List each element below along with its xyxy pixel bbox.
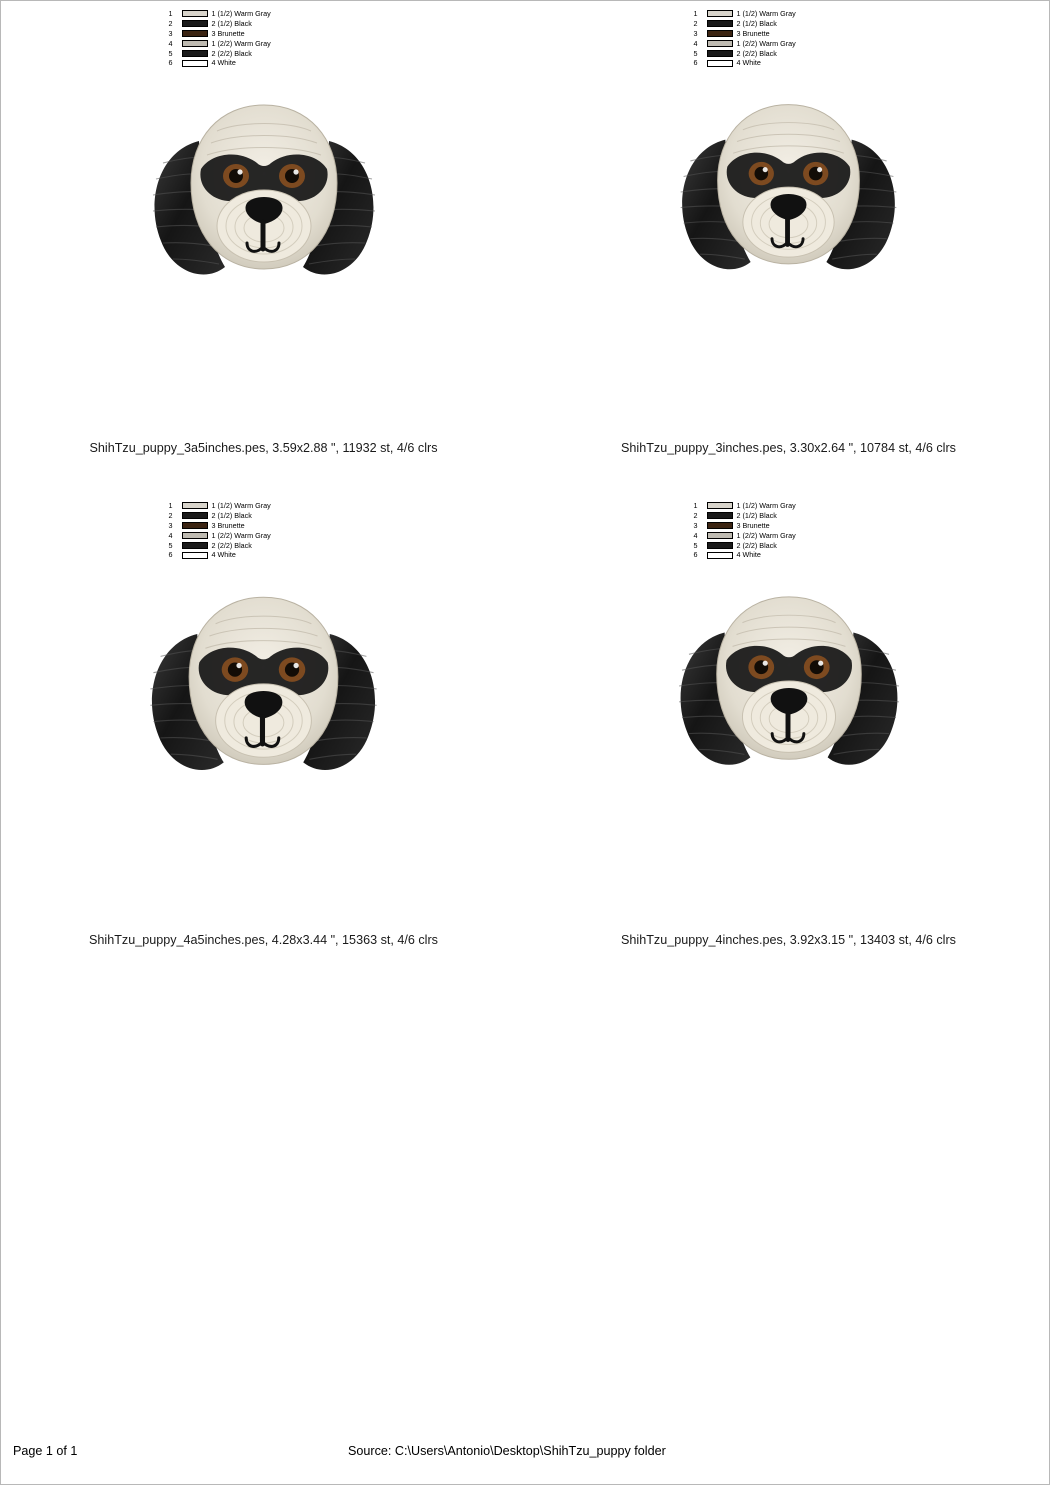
legend-row <box>169 550 359 560</box>
legend-label: 3 Brunette <box>211 520 245 530</box>
legend-index: 3 <box>168 28 173 38</box>
color-swatch <box>182 522 208 529</box>
legend-index: 1 <box>168 9 173 18</box>
legend-index: 2 <box>168 510 173 520</box>
legend-index: 5 <box>168 48 173 58</box>
design-cell[interactable] <box>1 493 526 993</box>
design-caption: ShihTzu_puppy_3a5inches.pes, 3.59x2.88 ", 11932 st, 4/6 clrs <box>89 441 438 455</box>
legend-index: 1 <box>693 9 698 18</box>
legend-label: 2 (1/2) Black <box>211 510 252 520</box>
legend-row <box>169 49 359 59</box>
color-swatch <box>707 502 733 509</box>
color-swatch <box>182 30 208 37</box>
legend-index: 3 <box>693 28 698 38</box>
color-swatch <box>182 20 208 27</box>
color-swatch <box>182 10 208 17</box>
legend-label: 1 (2/2) Warm Gray <box>736 38 796 48</box>
page-footer <box>1 1444 1049 1462</box>
legend-index: 4 <box>693 530 698 540</box>
legend-label: 3 Brunette <box>736 520 770 530</box>
legend-label: 2 (1/2) Black <box>211 18 252 28</box>
color-swatch <box>707 522 733 529</box>
color-legend <box>169 501 359 560</box>
legend-index: 5 <box>693 48 698 58</box>
legend-row <box>169 29 359 39</box>
color-swatch <box>182 40 208 47</box>
legend-index: 2 <box>693 510 698 520</box>
design-preview[interactable] <box>1 583 526 913</box>
color-swatch <box>707 30 733 37</box>
legend-index: 6 <box>168 58 173 68</box>
page-number: Page 1 of 1 <box>13 1444 78 1458</box>
legend-row <box>169 521 359 531</box>
design-caption: ShihTzu_puppy_4inches.pes, 3.92x3.15 ", 13403 st, 4/6 clrs <box>621 933 956 947</box>
legend-label: 1 (2/2) Warm Gray <box>211 38 271 48</box>
legend-label: 2 (1/2) Black <box>736 510 777 520</box>
source-path: Source: C:\Users\Antonio\Desktop\ShihTzu_puppy folder <box>348 1444 666 1458</box>
color-swatch <box>707 10 733 17</box>
color-legend <box>169 9 359 68</box>
legend-label: 1 (1/2) Warm Gray <box>736 9 796 18</box>
legend-row <box>694 521 884 531</box>
legend-row <box>694 541 884 551</box>
color-swatch <box>707 532 733 539</box>
legend-row <box>169 9 359 19</box>
design-preview[interactable] <box>526 91 1050 421</box>
color-swatch <box>182 50 208 57</box>
legend-row <box>694 29 884 39</box>
legend-index: 5 <box>693 540 698 550</box>
color-swatch <box>182 542 208 549</box>
legend-row <box>169 58 359 68</box>
shihtzu-puppy-embroidery-icon <box>136 583 391 797</box>
shihtzu-puppy-embroidery-icon <box>665 583 913 791</box>
legend-index: 4 <box>168 530 173 540</box>
legend-label: 4 White <box>211 550 236 560</box>
color-swatch <box>707 40 733 47</box>
shihtzu-puppy-embroidery-icon <box>139 91 389 301</box>
color-swatch <box>707 552 733 559</box>
legend-row <box>694 501 884 511</box>
color-swatch <box>182 512 208 519</box>
design-caption: ShihTzu_puppy_3inches.pes, 3.30x2.64 ", 10784 st, 4/6 clrs <box>621 441 956 455</box>
shihtzu-puppy-embroidery-icon <box>667 91 910 295</box>
legend-index: 2 <box>693 18 698 28</box>
legend-label: 4 White <box>736 550 761 560</box>
legend-label: 1 (1/2) Warm Gray <box>736 501 796 510</box>
design-cell[interactable] <box>1 1 526 501</box>
legend-label: 2 (2/2) Black <box>211 540 252 550</box>
legend-index: 5 <box>168 540 173 550</box>
legend-label: 4 White <box>211 58 236 68</box>
legend-label: 3 Brunette <box>736 28 770 38</box>
legend-label: 3 Brunette <box>211 28 245 38</box>
legend-index: 6 <box>693 550 698 560</box>
legend-index: 6 <box>693 58 698 68</box>
color-swatch <box>182 552 208 559</box>
color-swatch <box>707 60 733 67</box>
design-grid <box>1 1 1050 1001</box>
legend-index: 1 <box>693 501 698 510</box>
design-cell[interactable] <box>526 493 1050 993</box>
legend-label: 4 White <box>736 58 761 68</box>
legend-index: 3 <box>168 520 173 530</box>
legend-index: 2 <box>168 18 173 28</box>
legend-row <box>169 501 359 511</box>
color-swatch <box>182 532 208 539</box>
legend-index: 1 <box>168 501 173 510</box>
legend-row <box>694 511 884 521</box>
color-swatch <box>707 542 733 549</box>
legend-row <box>694 19 884 29</box>
legend-row <box>169 531 359 541</box>
color-swatch <box>182 502 208 509</box>
legend-index: 4 <box>168 38 173 48</box>
legend-row <box>694 550 884 560</box>
color-swatch <box>182 60 208 67</box>
legend-label: 2 (2/2) Black <box>736 48 777 58</box>
legend-row <box>694 49 884 59</box>
legend-row <box>694 531 884 541</box>
legend-row <box>694 39 884 49</box>
design-preview[interactable] <box>526 583 1050 913</box>
legend-row <box>694 9 884 19</box>
color-swatch <box>707 50 733 57</box>
color-legend <box>694 9 884 68</box>
design-preview[interactable] <box>1 91 526 421</box>
legend-label: 1 (1/2) Warm Gray <box>211 501 271 510</box>
legend-index: 4 <box>693 38 698 48</box>
legend-label: 2 (1/2) Black <box>736 18 777 28</box>
legend-label: 1 (2/2) Warm Gray <box>211 530 271 540</box>
legend-row <box>169 541 359 551</box>
color-swatch <box>707 512 733 519</box>
legend-index: 6 <box>168 550 173 560</box>
legend-row <box>169 511 359 521</box>
design-caption: ShihTzu_puppy_4a5inches.pes, 4.28x3.44 ", 15363 st, 4/6 clrs <box>89 933 438 947</box>
design-cell[interactable] <box>526 1 1050 501</box>
legend-row <box>169 39 359 49</box>
legend-label: 2 (2/2) Black <box>211 48 252 58</box>
legend-row <box>169 19 359 29</box>
legend-label: 1 (1/2) Warm Gray <box>211 9 271 18</box>
color-swatch <box>707 20 733 27</box>
legend-label: 2 (2/2) Black <box>736 540 777 550</box>
legend-index: 3 <box>693 520 698 530</box>
legend-row <box>694 58 884 68</box>
legend-label: 1 (2/2) Warm Gray <box>736 530 796 540</box>
color-legend <box>694 501 884 560</box>
